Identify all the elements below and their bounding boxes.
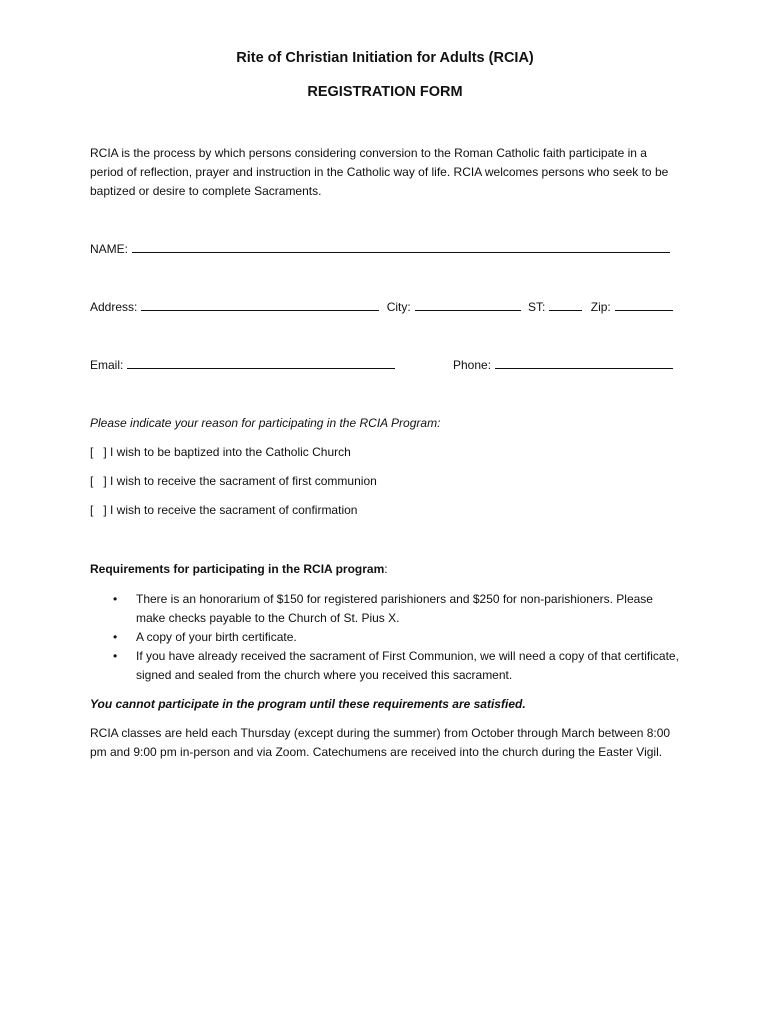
name-row xyxy=(90,240,670,259)
form-title: Rite of Christian Initiation for Adults (RCIA) xyxy=(236,50,534,66)
classes-info: RCIA classes are held each Thursday (except during the summer) from October through March between 8:00 pm and 9:00 pm in-person and via Zoom. Catechumens are received into the church during the Easter Vigil. xyxy=(90,726,671,759)
reason-option xyxy=(90,472,377,491)
bullet-icon: • xyxy=(113,649,118,663)
requirement-text: There is an honorarium of $150 for registered parishioners and $250 for non-parishioners. Please make checks payable to the Church of St. Pius X. xyxy=(136,592,653,625)
reason-option xyxy=(90,501,357,520)
address-label: Address: xyxy=(90,300,138,314)
email-label: Email: xyxy=(90,358,124,372)
address-field[interactable] xyxy=(141,298,379,311)
city-field[interactable] xyxy=(415,298,521,311)
phone-row xyxy=(453,356,673,375)
address-row xyxy=(90,298,673,317)
city-label: City: xyxy=(386,300,411,314)
requirements-heading: Requirements for participating in the RCIA program xyxy=(90,562,385,576)
bullet-icon: • xyxy=(113,592,118,606)
name-label: NAME: xyxy=(90,242,129,256)
intro-paragraph: RCIA is the process by which persons considering conversion to the Roman Catholic faith participate in a period of reflection, prayer and instruction in the Catholic way of life. RCIA welcomes persons who seek to be baptized or desire to complete Sacraments. xyxy=(90,146,669,198)
reason-option xyxy=(90,443,351,462)
reason-option-label: I wish to receive the sacrament of first communion xyxy=(110,474,377,488)
reason-option-label: I wish to receive the sacrament of confirmation xyxy=(110,503,358,517)
reason-option-label: I wish to be baptized into the Catholic Church xyxy=(110,445,351,459)
requirements-list xyxy=(90,590,680,685)
email-row xyxy=(90,356,395,375)
reason-prompt: Please indicate your reason for participating in the RCIA Program: xyxy=(90,416,441,430)
requirements-heading-colon: : xyxy=(384,562,388,576)
zip-label: Zip: xyxy=(590,300,611,314)
zip-field[interactable] xyxy=(615,298,673,311)
name-field[interactable] xyxy=(132,240,670,253)
checkbox-baptism[interactable]: [ ] xyxy=(90,445,107,459)
email-field[interactable] xyxy=(127,356,395,369)
state-label: ST: xyxy=(528,300,546,314)
list-item xyxy=(90,628,680,647)
requirement-text: If you have already received the sacrament of First Communion, we will need a copy of that certificate, signed and sealed from the church where you received this sacrament. xyxy=(136,649,679,682)
form-subtitle: REGISTRATION FORM xyxy=(307,84,463,100)
checkbox-first-communion[interactable]: [ ] xyxy=(90,474,107,488)
phone-label: Phone: xyxy=(453,358,492,372)
state-field[interactable] xyxy=(549,298,582,311)
list-item xyxy=(90,590,680,628)
phone-field[interactable] xyxy=(495,356,673,369)
list-item xyxy=(90,647,680,685)
requirements-warning: You cannot participate in the program until these requirements are satisfied. xyxy=(90,697,526,711)
requirements-heading-row xyxy=(90,560,680,579)
bullet-icon: • xyxy=(113,630,118,644)
checkbox-confirmation[interactable]: [ ] xyxy=(90,503,107,517)
requirement-text: A copy of your birth certificate. xyxy=(136,630,297,644)
